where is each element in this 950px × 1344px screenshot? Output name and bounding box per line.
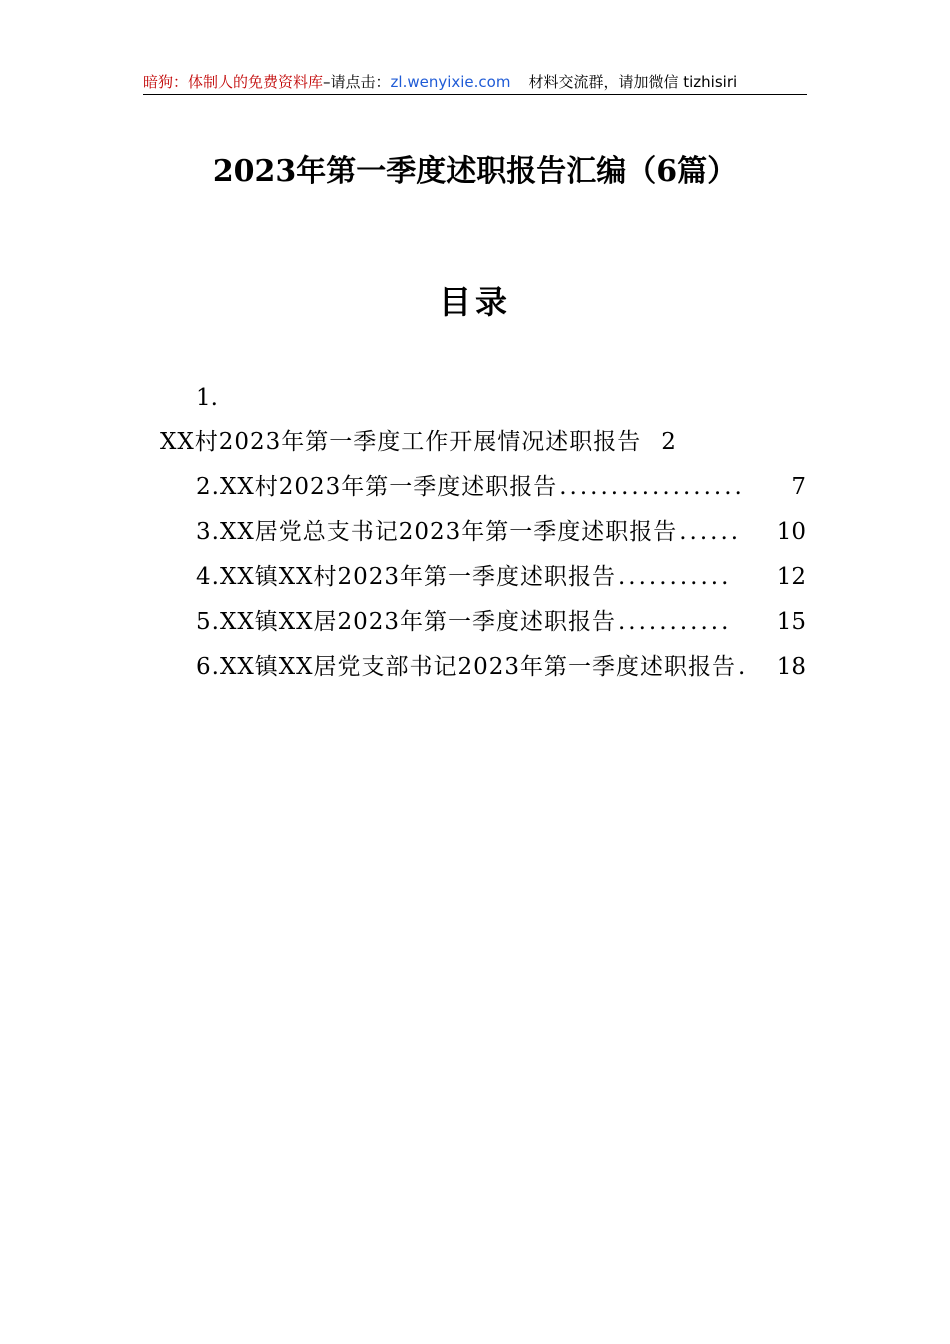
- toc-item-2[interactable]: [196, 472, 806, 502]
- toc-heading: 目录: [438, 283, 511, 321]
- header-link[interactable]: zl.wenyixie.com: [390, 73, 511, 91]
- toc-item-4-text: 4.XX镇XX村2023年第一季度述职报告: [196, 564, 616, 590]
- toc-item-4-leader: ...........: [617, 564, 732, 590]
- header-contact: 材料交流群，请加微信 tizhisiri: [528, 73, 738, 91]
- toc-item-2-page: 7: [791, 474, 806, 500]
- toc-item-2-leader: ..................: [559, 474, 745, 500]
- toc-item-2-text: 2.XX村2023年第一季度述职报告: [196, 474, 558, 500]
- toc-item-3[interactable]: [196, 517, 806, 547]
- toc-item-6-text: 6.XX镇XX居党支部书记2023年第一季度述职报告: [196, 654, 736, 680]
- page-header: [143, 68, 807, 95]
- toc-item-4[interactable]: [196, 562, 806, 592]
- header-brand: 暗狗：体制人的免费资料库: [143, 73, 324, 91]
- toc-item-3-text: 3.XX居党总支书记2023年第一季度述职报告: [196, 519, 678, 545]
- toc-item-5-leader: ...........: [617, 609, 732, 635]
- toc-item-5-text: 5.XX镇XX居2023年第一季度述职报告: [196, 609, 616, 635]
- toc-item-1[interactable]: [160, 427, 677, 457]
- toc-item-5[interactable]: [196, 607, 806, 637]
- toc-item-6[interactable]: [196, 652, 806, 682]
- toc-item-3-leader: ......: [679, 519, 742, 545]
- document-title: 2023年第一季度述职报告汇编（6篇）: [212, 154, 738, 189]
- toc-item-1-page: 2: [661, 429, 677, 455]
- toc-item-6-leader: .: [737, 654, 749, 680]
- header-prompt: –请点击：: [323, 73, 391, 91]
- toc-item-1-text: XX村2023年第一季度工作开展情况述职报告: [160, 429, 642, 455]
- toc-item-5-page: 15: [776, 609, 806, 635]
- toc-item-6-page: 18: [776, 654, 806, 680]
- toc-item-1-number: 1.: [196, 385, 218, 411]
- toc-item-3-page: 10: [776, 519, 806, 545]
- toc-item-4-page: 12: [776, 564, 806, 590]
